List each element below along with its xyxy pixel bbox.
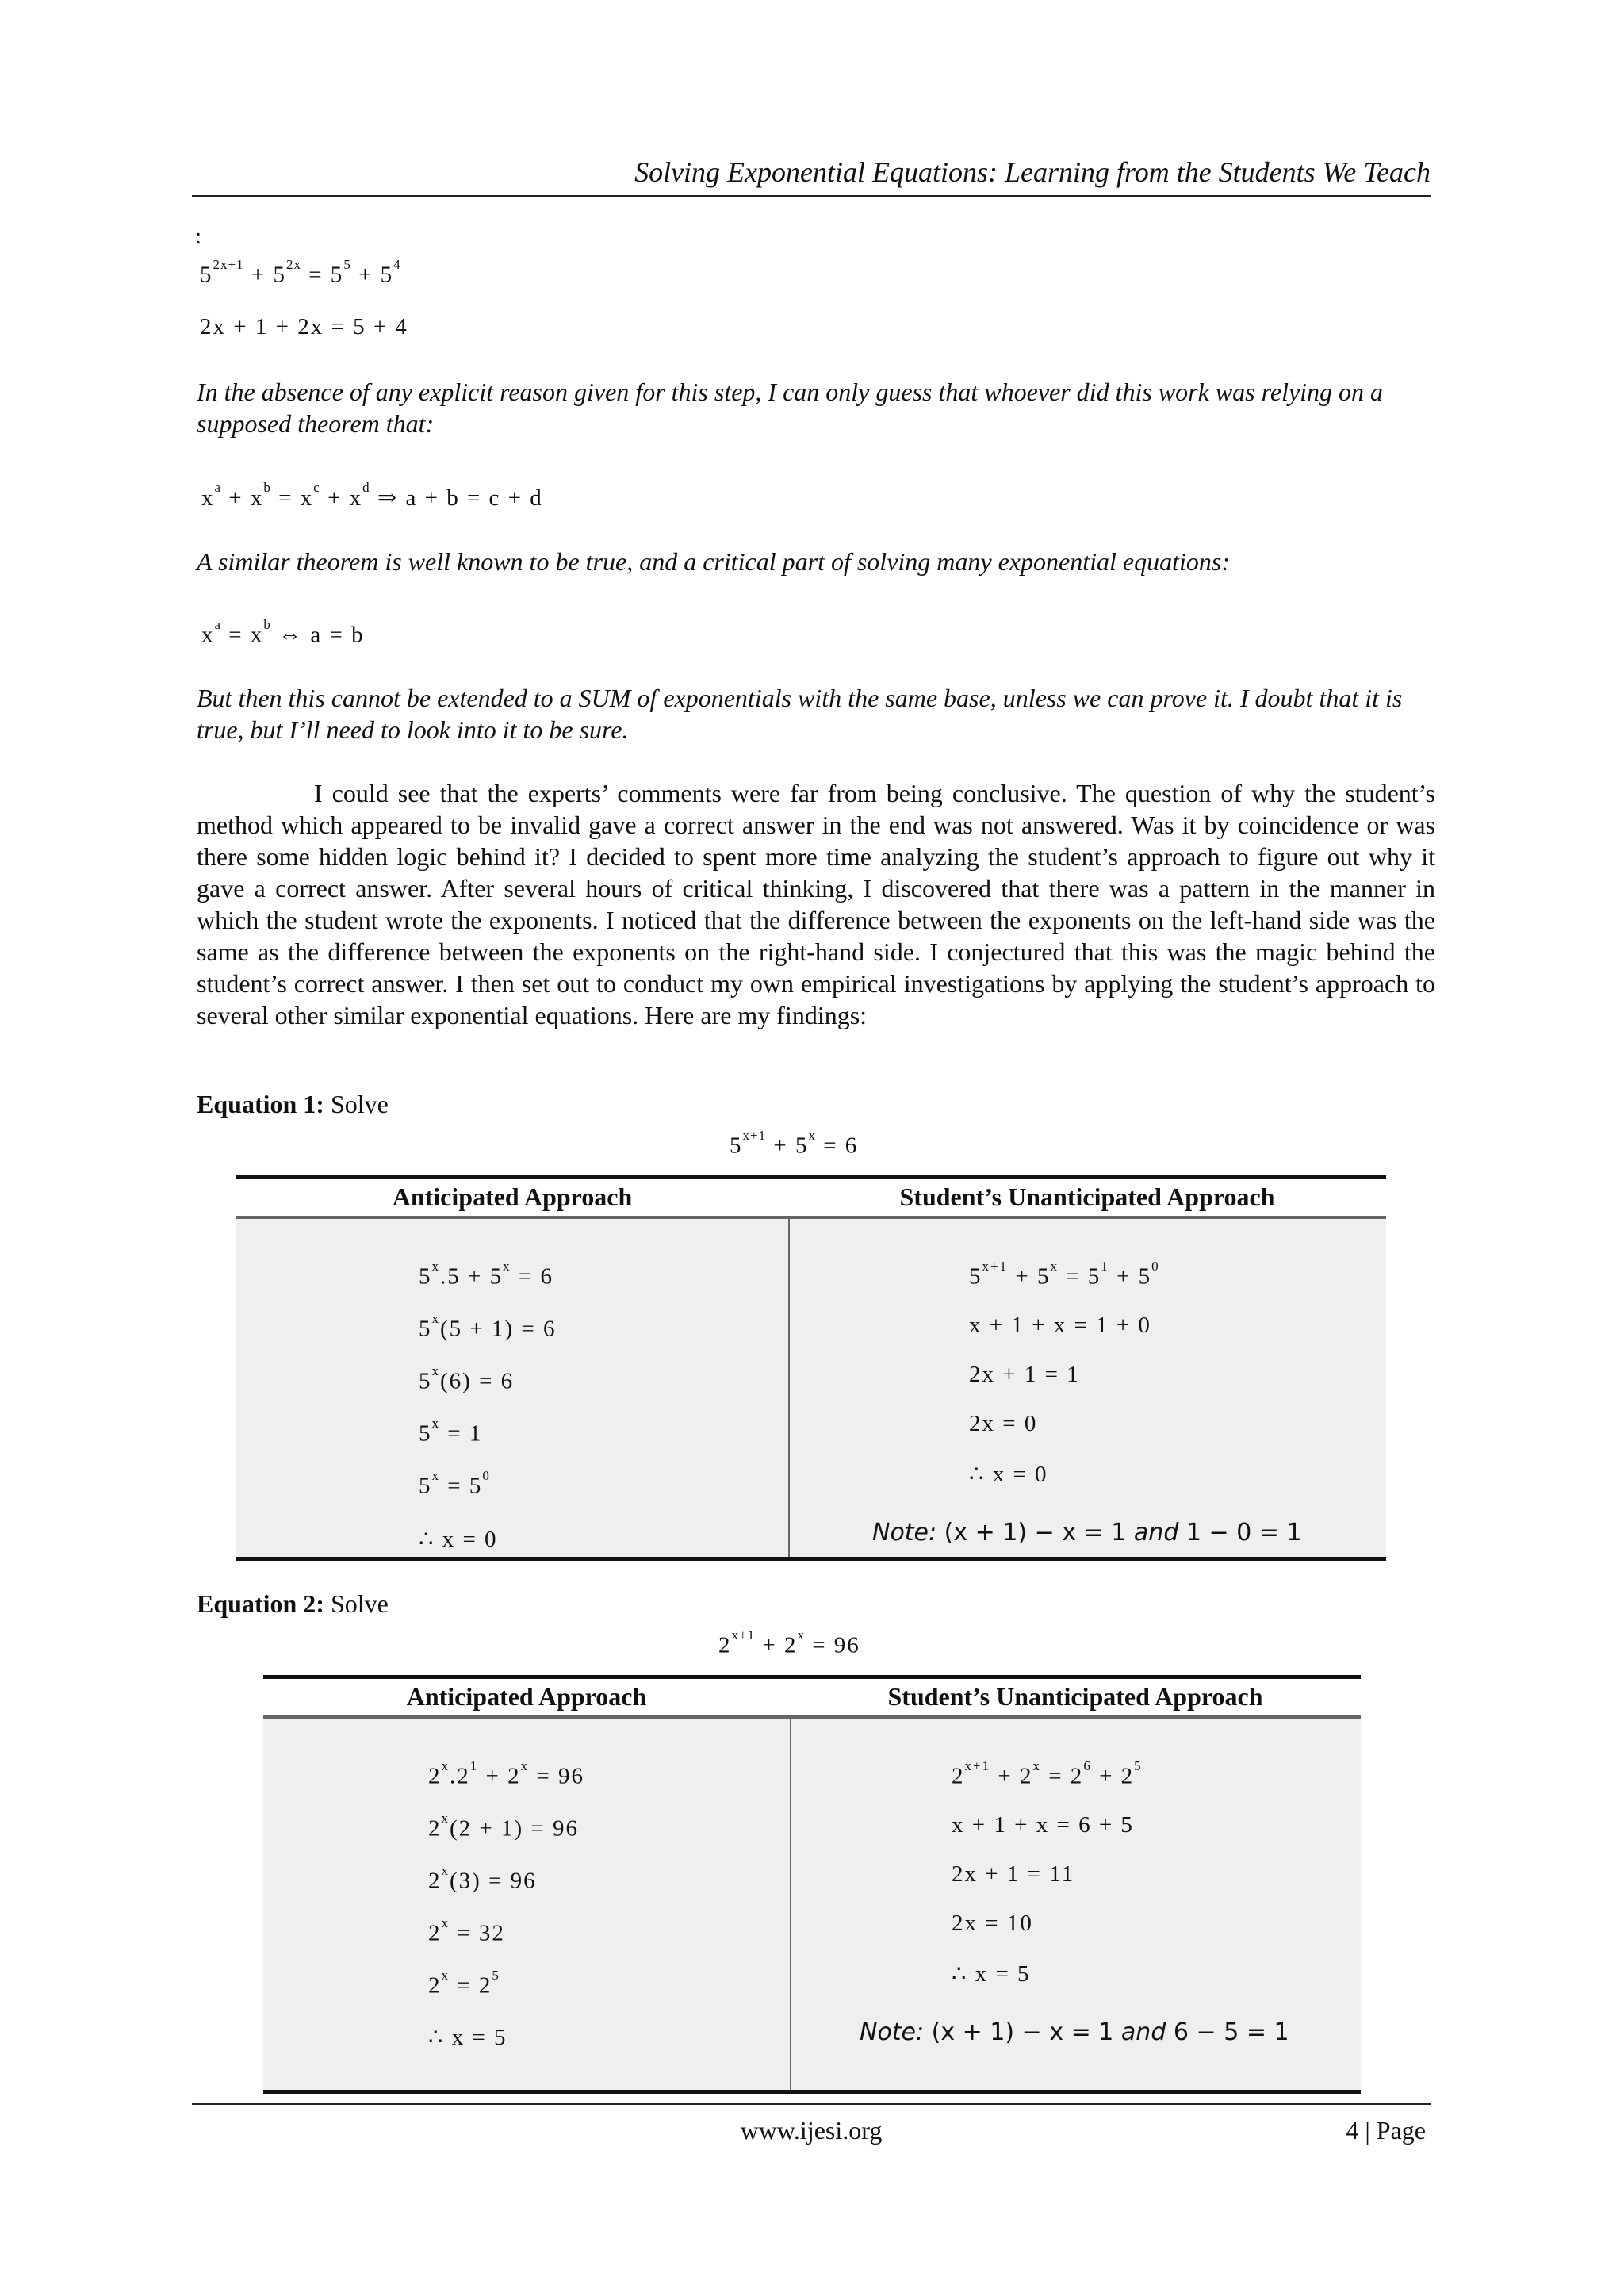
footer-website: www.ijesi.org (740, 2116, 883, 2145)
step-left: ∴ x = 0 (419, 1527, 498, 1552)
step-right: 2x + 1 = 1 (969, 1362, 1080, 1387)
equation-1-table (236, 1175, 1386, 1561)
table-header-row (263, 1679, 1361, 1719)
theorem-equal-exponents: $x^a = x^b$ ⇔ a = b (201, 617, 365, 648)
column-divider (790, 1715, 791, 2090)
step-right: ∴ x = 0 (969, 1462, 1048, 1487)
step-right: $2^{x+1} + 2^x = 2^6 + 2^5$ (952, 1758, 1143, 1789)
header-title: Solving Exponential Equations: Learning from the Students We Teach (634, 156, 1431, 188)
step-right: x + 1 + x = 1 + 0 (969, 1313, 1151, 1338)
step-left: $5^x(5 + 1) = 6$ (419, 1311, 557, 1342)
equation-2-heading: Equation 2: Solve (197, 1589, 389, 1618)
note-equation-2: Note: (x + 1) − x = 1 and 6 − 5 = 1 (860, 2018, 1289, 2046)
equation-2-table (263, 1675, 1361, 2094)
step-right: x + 1 + x = 6 + 5 (952, 1812, 1134, 1838)
column-header-anticipated: Anticipated Approach (406, 1682, 647, 1711)
page-footer (192, 2103, 1431, 2145)
step-left: $2^x = 32$ (428, 1915, 505, 1946)
step-left: $2^x.2^1 + 2^x = 96$ (428, 1758, 584, 1789)
step-right: $5^{x+1} + 5^x = 5^1 + 5^0$ (969, 1259, 1160, 1290)
column-header-student: Student’s Unanticipated Approach (887, 1682, 1263, 1711)
colon-mark: : (195, 224, 204, 249)
theorem-sum-exponents: $x^a + x^b = x^c + x^d$ ⇒ a + b = c + d (201, 480, 543, 511)
step-right: 2x = 10 (952, 1911, 1033, 1936)
footer-page-number: 4 | Page (1346, 2116, 1426, 2145)
step-left: $5^x.5 + 5^x = 6$ (419, 1259, 553, 1290)
equation-2-statement: $2^{x+1} + 2^x = 96$ (718, 1627, 860, 1658)
paragraph-supposed-theorem: In the absence of any explicit reason given for this step, I can only guess that whoever did this work was relying on a supposed theorem that: (197, 378, 1384, 438)
step-left: $5^x(6) = 6$ (419, 1363, 515, 1394)
step-left: $2^x = 2^5$ (428, 1968, 500, 1999)
step-right: ∴ x = 5 (952, 1961, 1031, 1987)
step-right: 2x = 0 (969, 1411, 1038, 1436)
step-left: $5^x = 5^0$ (419, 1468, 491, 1499)
math-line-1: $5^{2x+1} + 5^{2x} = 5^5 + 5^4$ (200, 257, 401, 288)
step-left: ∴ x = 5 (428, 2025, 508, 2050)
paragraph-findings: I could see that the experts’ comments were far from being conclusive. The question of why the student’s method which appeared to be invalid gave a correct answer in the end was not answered. Was it by coincidence or was there some hidden logic behind it? I decided to spent more time analyzing the student’s approach to figure out why it gave a correct answer. After several hours of critical thinking, I discovered that there was a pattern in the manner in which the student wrote the exponents. I noticed that the difference between the exponents on the left-hand side was the same as the difference between the exponents on the right-hand side. I conjectured that this was the magic behind the student’s correct answer. I then set out to conduct my own empirical investigations by applying the student’s approach to several other similar exponential equations. Here are my findings: (197, 779, 1435, 1029)
column-divider (788, 1216, 790, 1557)
paragraph-sum-exponentials: But then this cannot be extended to a SUM of exponentials with the same base, unless we can prove it. I doubt that it is true, but I’ll need to look into it to be sure. (197, 684, 1403, 744)
paragraph-similar-theorem: A similar theorem is well known to be true, and a critical part of solving many exponential equations: (197, 547, 1230, 576)
running-header (192, 151, 1431, 197)
table-header-row (236, 1179, 1386, 1219)
equation-1-heading: Equation 1: Solve (197, 1090, 389, 1118)
step-left: $2^x(2 + 1) = 96$ (428, 1811, 580, 1842)
step-left: $2^x(3) = 96$ (428, 1863, 537, 1894)
note-equation-1: Note: (x + 1) − x = 1 and 1 − 0 = 1 (872, 1519, 1302, 1547)
equation-1-statement: $5^{x+1} + 5^x = 6$ (730, 1128, 859, 1159)
column-header-student: Student’s Unanticipated Approach (899, 1182, 1275, 1211)
step-right: 2x + 1 = 11 (952, 1861, 1075, 1887)
step-left: $5^x = 1$ (419, 1416, 483, 1447)
math-line-2: 2x + 1 + 2x = 5 + 4 (200, 314, 408, 339)
column-header-anticipated: Anticipated Approach (392, 1182, 633, 1211)
